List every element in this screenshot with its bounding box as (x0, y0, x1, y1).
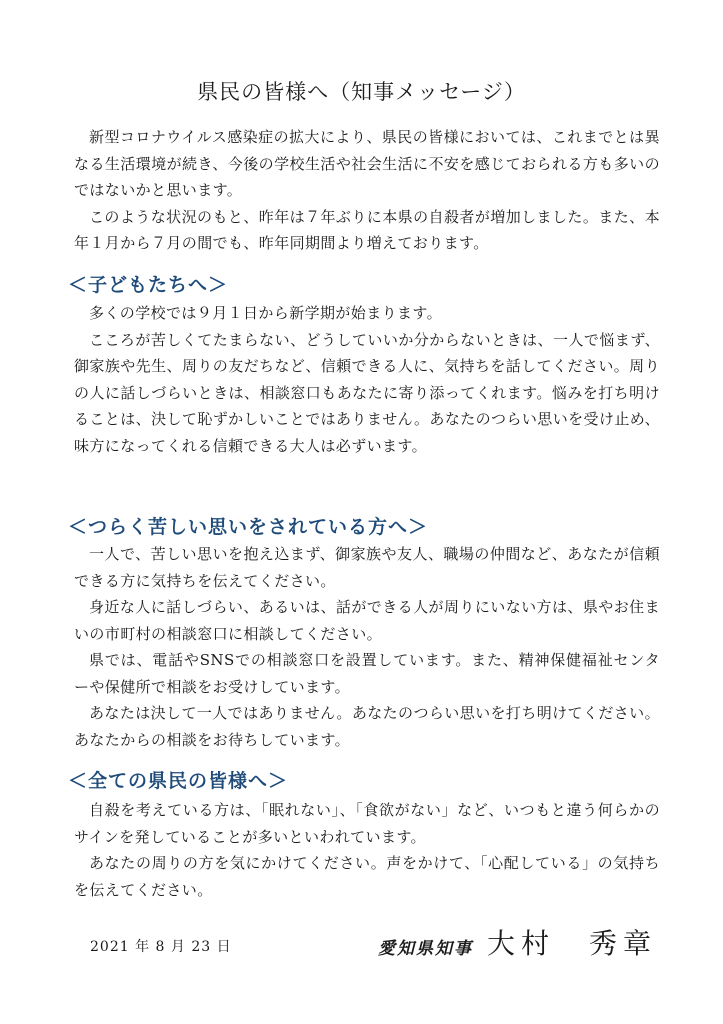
suffering-section (74, 541, 660, 753)
signature-name: 大村 秀章 (487, 927, 658, 960)
children-section (74, 300, 660, 459)
children-heading: ＜子どもたちへ＞ (68, 274, 229, 296)
all-paragraph-1: 自殺を考えている方は、「眠れない」、「食欲がない」など、いつもと違う何らかのサインを発していることが多いといわれています。 (74, 801, 660, 846)
letter-date: 2021 年 8 月 23 日 (90, 939, 232, 955)
all-section (74, 797, 660, 903)
suffering-paragraph-4: あなたは決して一人ではありません。あなたのつらい思いを打ち明けてください。あなたからの相談をお待ちしています。 (74, 704, 660, 749)
intro-paragraph-2: このような状況のもと、昨年は７年ぶりに本県の自殺者が増加しました。また、本年１月から７月の間でも、昨年同期間より増えております。 (74, 207, 660, 252)
all-heading: ＜全ての県民の皆様へ＞ (68, 770, 289, 792)
all-paragraph-2: あなたの周りの方を気にかけてください。声をかけて、「心配している」の気持ちを伝えてください。 (74, 854, 660, 899)
intro-section (74, 124, 660, 257)
suffering-paragraph-2: 身近な人に話しづらい、あるいは、話ができる人が周りにいない方は、県やお住まいの市町村の相談窓口に相談してください。 (74, 598, 660, 643)
signature-title: 愛知県知事 (378, 939, 473, 959)
children-paragraph-1: 多くの学校では９月１日から新学期が始まります。 (89, 304, 443, 322)
intro-paragraph-1: 新型コロナウイルス感染症の拡大により、県民の皆様においては、これまでとは異なる生活環境が続き、今後の学校生活や社会生活に不安を感じておられる方も多いのではないかと思います。 (74, 128, 660, 199)
suffering-paragraph-1: 一人で、苦しい思いを抱え込まず、御家族や友人、職場の仲間など、あなたが信頼できる方に気持ちを伝えてください。 (74, 545, 660, 590)
suffering-heading: ＜つらく苦しい思いをされている方へ＞ (68, 516, 429, 538)
children-paragraph-2: こころが苦しくてたまらない、どうしていいか分からないときは、一人で悩まず、御家族や先生、周りの友だちなど、信頼できる人に、気持ちを話してください。周りの人に話しづらいときは、相談窓口もあなたに寄り添ってくれます。悩みを打ち明けることは、決して恥ずかしいことではありません。あなたのつらい思いを受け止め、味方になってくれる信頼できる大人は必ずいます。 (74, 330, 660, 455)
suffering-paragraph-3: 県では、電話やSNSでの相談窓口を設置しています。また、精神保健福祉センターや保健所で相談をお受けしています。 (74, 651, 660, 696)
page-title: 県民の皆様へ（知事メッセージ） (197, 80, 526, 104)
